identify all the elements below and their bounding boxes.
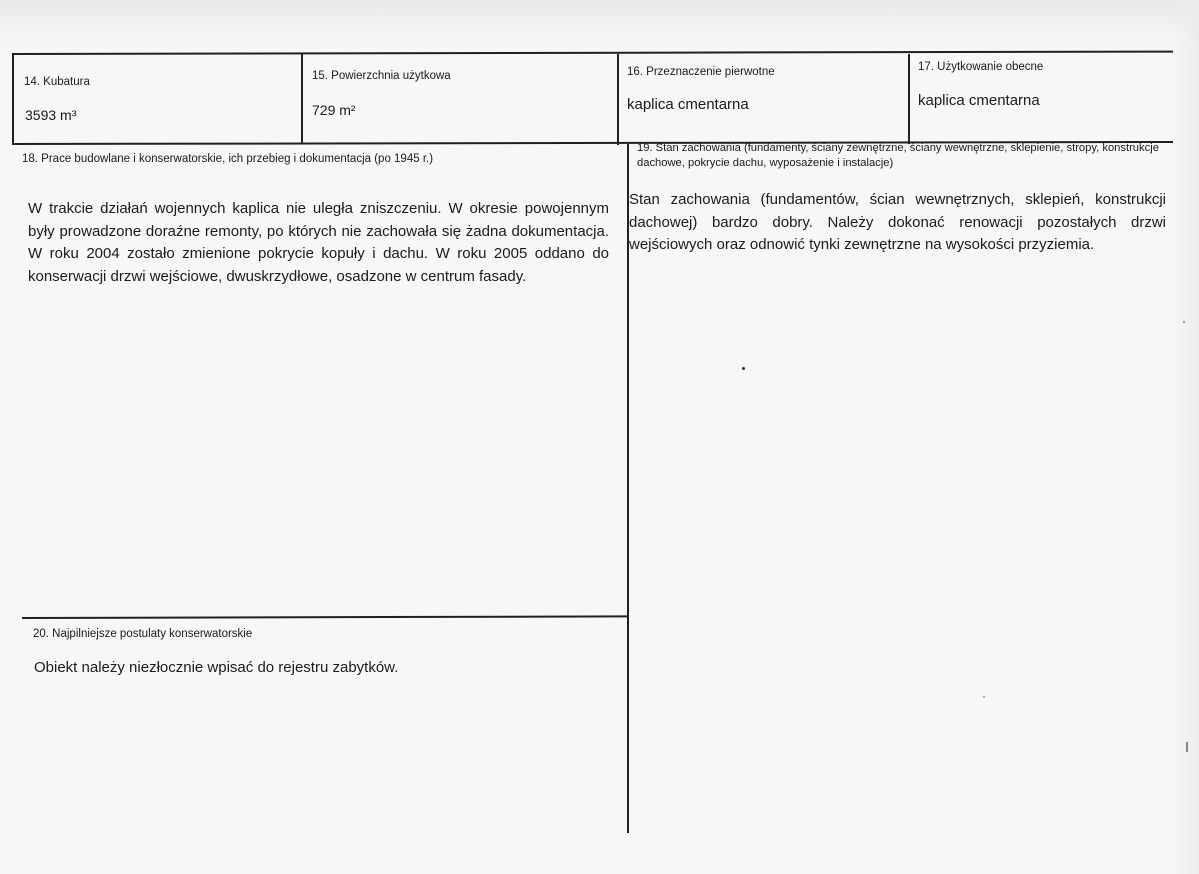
field-16-label: 16. Przeznaczenie pierwotne (627, 66, 775, 78)
field-14-value: 3593 m³ (25, 107, 77, 123)
form-top-rule (12, 51, 1173, 55)
divider-14-15 (301, 54, 303, 144)
field-19-label: 19. Stan zachowania (fundamenty, ściany zewnętrzne, ściany wewnętrzne, sklepienie, stropy, konstrukcje dachowe, pokrycie dachu, wyposażenie i instalacje) (637, 142, 1159, 169)
scan-speck (742, 367, 745, 370)
divider-15-16 (617, 54, 619, 145)
field-18-text: W trakcie działań wojennych kaplica nie uległa zniszczeniu. W okresie powojennym były prowadzone doraźne remonty, po których nie zachowała się żadna dokumentacja. W roku 2004 zostało zmienione pokrycie kopuły i dachu. W roku 2005 oddano do konserwacji drzwi wejściowe, dwuskrzydłowe, osadzone w centrum fasady. (28, 200, 609, 285)
scan-shadow-top (0, 0, 1199, 50)
row18-bottom-rule (22, 615, 628, 618)
field-14-label: 14. Kubatura (24, 76, 90, 88)
scan-speck (1186, 742, 1188, 752)
scan-speck (1183, 321, 1185, 323)
field-17-label: 17. Użytkowanie obecne (918, 61, 1044, 73)
field-18-label: 18. Prace budowlane i konserwatorskie, ich przebieg i dokumentacja (po 1945 r.) (22, 153, 434, 165)
divider-16-17 (908, 54, 910, 144)
scan-speck (983, 696, 985, 698)
field-20-label: 20. Najpilniejsze postulaty konserwatorskie (33, 628, 253, 640)
form-left-rule (12, 54, 14, 144)
field-16-value: kaplica cmentarna (627, 96, 749, 113)
field-15-label: 15. Powierzchnia użytkowa (312, 70, 451, 82)
scan-shadow-right (1171, 0, 1199, 874)
field-19-text: Stan zachowania (fundamentów, ścian wewnętrznych, sklepień, konstrukcji dachowej) bardzo dobry. Należy dokonać renowacji pozostałych drzwi wejściowych oraz odnowić tynki zewnętrzne na wysokości przyziemia. (629, 191, 1166, 253)
field-17-value: kaplica cmentarna (918, 92, 1040, 109)
field-20-text: Obiekt należy niezłocznie wpisać do rejestru zabytków. (34, 659, 399, 676)
field-15-value: 729 m² (312, 102, 356, 118)
